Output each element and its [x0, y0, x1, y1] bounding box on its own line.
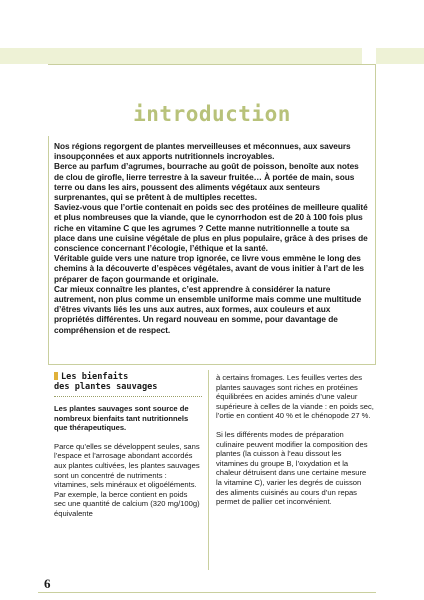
intro-paragraph: Saviez-vous que l’ortie contenait en poids sec des protéines de meilleure qualité et plus nombreuses que la viande, que le cynorrhodon est de 20 à 100 fois plus riche en vitamine C que les agrumes ? Cette manne nutritionnelle a toute sa place dans une cuisine végétale de plus en plus populaire, grâce à des prises de conscience concernant l’écologie, l’éthique et la santé. [54, 202, 368, 254]
intro-paragraph: Berce au parfum d’agrumes, bourrache au goût de poisson, benoîte aux notes de clou de girofle, lierre terrestre à la saveur fruitée… À portée de main, sous terre ou dans les airs, poussent des aliments végétaux aux senteurs surprenantes, qui se prêtent à de multiples recettes. [54, 161, 359, 203]
section-marker-icon [54, 372, 58, 380]
section-lead: Les plantes sauvages sont source de nombreux bienfaits tant nutritionnels que thérapeutiques. [54, 404, 189, 433]
page-title: introduction [133, 102, 291, 127]
header-band-gap [362, 48, 376, 64]
frame-right-border [375, 136, 376, 364]
intro-text-block [54, 141, 370, 335]
section-heading [54, 372, 200, 392]
frame-left-border [48, 136, 49, 364]
section-left-column [54, 372, 200, 528]
intro-paragraph: Car mieux connaître les plantes, c’est apprendre à considérer la nature autrement, non plus comme un ensemble uniforme mais comme une multitude d’êtres vivants liés les uns aux autres, aux formes, aux couleurs et aux propriétés différentes. Un regard nouveau en somme, pour davantage de compréhension et de respect. [54, 283, 362, 335]
section-heading-line1: Les bienfaits [61, 372, 129, 382]
column-divider [208, 370, 209, 570]
intro-paragraph: Nos régions regorgent de plantes merveilleuses et méconnues, aux saveurs insoupçonnées et aux apports nutritionnels incroyables. [54, 141, 351, 162]
heading-underline [54, 395, 202, 397]
section-paragraph: à certains fromages. Les feuilles vertes des plantes sauvages sont riches en protéines équilibrées en acides aminés d’une valeur supérieure à celles de la viande : en poids sec, l’ortie en contient 40 % et le chénopode 27 %. [216, 373, 374, 421]
section-heading-line2: des plantes sauvages [54, 382, 158, 392]
section-paragraph: Parce qu’elles se développent seules, sans l’espace et l’arrosage abondant accordés aux plantes cultivées, les plantes sauvages sont un concentré de nutriments : vitamines, sels minéraux et oligoéléments. Par exemple, la berce contient en poids sec une quantité de calcium (320 mg/100g) équivalente [54, 441, 200, 518]
frame-bottom-border [48, 364, 376, 365]
section-right-column [216, 373, 374, 516]
page-number: 6 [44, 576, 51, 591]
intro-paragraph: Véritable guide vers une nature trop ignorée, ce livre vous emmène le long des chemins à la découverte d’espèces végétales, avant de vous initier à l’art de les préparer de façon gourmande et originale. [54, 253, 364, 284]
footer-rule [38, 592, 376, 593]
section-paragraph: Si les différents modes de préparation culinaire peuvent modifier la composition des plantes (la cuisson à l’eau dissout les vitamines du groupe B, l’oxydation et la chaleur détruisent dans une certaine mesure la vitamine C), varier les degrés de cuisson des aliments cuisinés au cours d’un repas permet de pallier cet inconvénient. [216, 429, 368, 507]
header-band [0, 48, 424, 64]
